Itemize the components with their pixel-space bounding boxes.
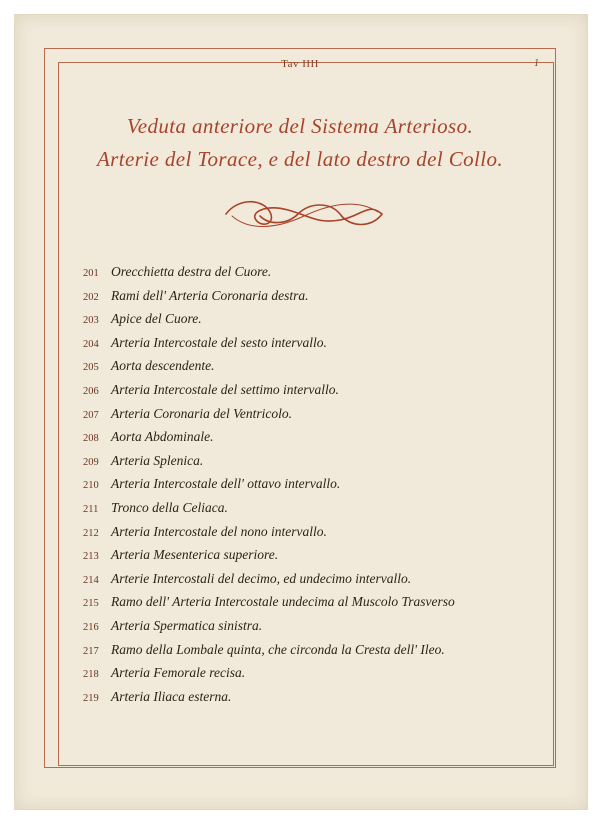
entry-text: Arteria Intercostale dell' ottavo intervallo. xyxy=(111,476,341,492)
entry-text: Arteria Iliaca esterna. xyxy=(111,688,232,704)
page-title: Veduta anteriore del Sistema Arterioso. xyxy=(126,114,474,138)
entry-text: Arteria Intercostale del settimo intervallo. xyxy=(111,382,339,397)
calligraphic-flourish-icon xyxy=(218,194,390,234)
list-item xyxy=(0,427,600,451)
entry-number: 203 xyxy=(83,315,99,327)
entry-text: Aorta descendente. xyxy=(111,358,215,374)
entry-text: Arteria Intercostale del nono intervallo. xyxy=(111,523,327,539)
entry-number: 201 xyxy=(83,268,99,279)
list-item xyxy=(0,451,600,475)
entry-text: Orecchietta destra del Cuore. xyxy=(111,264,272,279)
entry-number: 219 xyxy=(83,692,99,704)
entry-text: Arteria Mesenterica superiore. xyxy=(111,547,279,563)
entry-number: 208 xyxy=(83,433,99,445)
entry-text: Arteria Femorale recisa. xyxy=(111,665,246,681)
page-subtitle: Arterie del Torace, e del lato destro del Collo. xyxy=(96,147,504,171)
entry-number: 211 xyxy=(83,504,99,515)
list-item xyxy=(0,592,600,616)
list-item xyxy=(0,498,600,522)
entry-text: Ramo dell' Arteria Intercostale undecima al Muscolo Trasverso xyxy=(111,594,455,610)
entry-number: 202 xyxy=(83,291,99,303)
list-item xyxy=(0,474,600,498)
entry-text: Arteria Coronaria del Ventricolo. xyxy=(111,405,292,421)
list-item xyxy=(0,569,600,593)
list-item xyxy=(0,380,600,404)
entry-text: Arteria Splenica. xyxy=(111,452,204,468)
list-item xyxy=(0,404,600,428)
list-item xyxy=(0,640,600,664)
entry-number: 218 xyxy=(83,669,99,681)
entry-number: 216 xyxy=(83,622,99,633)
entry-text: Ramo della Lombale quinta, che circonda la Cresta dell' Ileo. xyxy=(111,641,445,657)
plate-label: Tav IIII xyxy=(281,58,319,70)
list-item xyxy=(0,616,600,640)
entry-number: 212 xyxy=(83,527,99,539)
entry-text: Arteria Spermatica sinistra. xyxy=(111,618,263,633)
entry-text: Arterie Intercostali del decimo, ed undecimo intervallo. xyxy=(111,570,412,586)
list-item xyxy=(0,286,600,310)
entry-number: 210 xyxy=(83,480,99,492)
entry-number: 205 xyxy=(83,362,99,374)
list-item xyxy=(0,522,600,546)
entry-number: 217 xyxy=(83,645,99,657)
list-item xyxy=(0,663,600,687)
entry-text: Apice del Cuore. xyxy=(111,311,202,327)
entry-number: 204 xyxy=(83,338,99,350)
entry-number: 209 xyxy=(83,456,99,468)
entry-text: Tronco della Celiaca. xyxy=(111,500,228,515)
list-item xyxy=(0,356,600,380)
entry-text: Arteria Intercostale del sesto intervallo. xyxy=(111,334,327,350)
entry-number: 213 xyxy=(83,551,99,563)
entry-text: Rami dell' Arteria Coronaria destra. xyxy=(111,287,309,303)
entry-number: 215 xyxy=(83,598,99,610)
entry-number: 214 xyxy=(83,574,99,586)
entry-text: Aorta Abdominale. xyxy=(111,429,214,445)
list-item xyxy=(0,687,600,711)
entry-number: 206 xyxy=(83,386,99,397)
list-item xyxy=(0,309,600,333)
entry-number: 207 xyxy=(83,409,99,421)
list-item xyxy=(0,333,600,357)
page-number: 1 xyxy=(534,58,539,69)
list-item xyxy=(0,545,600,569)
list-item xyxy=(0,262,600,286)
